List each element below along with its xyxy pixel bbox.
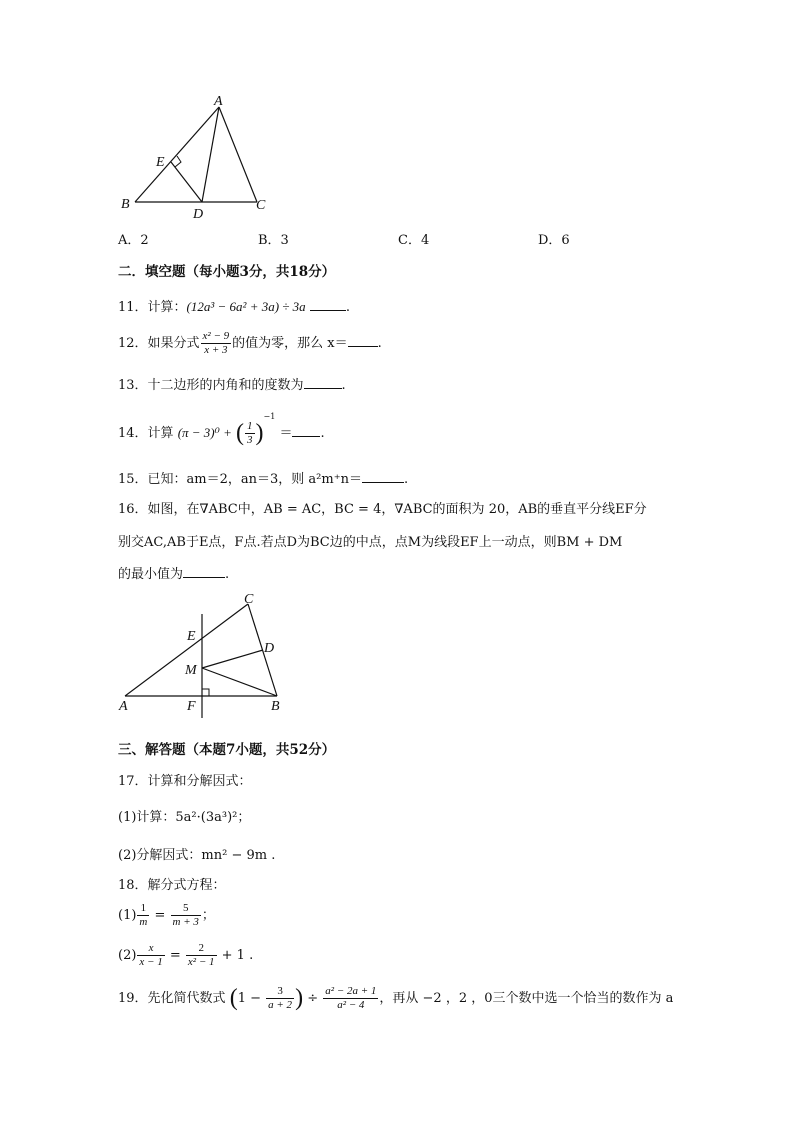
q11-expr: (12a³ − 6a² + 3a) ÷ 3a (186, 299, 306, 314)
q12-blank (348, 335, 378, 347)
label-C2: C (244, 592, 254, 607)
q14-suffix: ＝ (279, 426, 293, 441)
q12-prefix: 12．如果分式 (118, 336, 200, 351)
label-B2: B (271, 699, 280, 714)
label-D2: D (264, 641, 275, 656)
label-F2: F (187, 699, 196, 714)
label-A2: A (119, 699, 128, 714)
q12-fraction: $\frac{\text{x² − 9}}{x + 3}$ (202, 330, 230, 356)
q14-prefix: 14．计算 (118, 426, 174, 441)
q15-blank (362, 471, 404, 483)
question-17-part-1: (1)计算：5a²·(3a³)²； (118, 810, 251, 825)
question-17-title: 17．计算和分解因式： (118, 774, 252, 789)
label-D: D (193, 207, 204, 222)
question-16-line-2: 别交AC,AB于E点，F点.若点D为BC边的中点，点M为线段EF上一动点，则BM + DM (118, 535, 623, 550)
q12-suffix: 的值为零，那么 x＝ (232, 336, 348, 351)
triangle-figure-2 (115, 588, 295, 718)
choice-d: D．6 (538, 233, 570, 248)
triangle-figure-1 (115, 92, 275, 222)
q19-prefix: 19．先化简代数式 (118, 991, 226, 1006)
question-16-line-3: 的最小值为 . (118, 567, 230, 582)
q14-blank (292, 425, 320, 437)
label-B: B (121, 197, 130, 212)
q18-p2-label: (2) (118, 948, 137, 963)
q16-line3-text: 的最小值为 (118, 567, 184, 582)
label-C: C (256, 198, 266, 213)
question-16-line-1: 16．如图，在∇ABC中，AB = AC，BC = 4，∇ABC的面积为 20，AB的垂直平分线EF分 (118, 502, 647, 517)
choice-a: A．2 (118, 233, 149, 248)
label-A: A (214, 94, 223, 109)
q15-text: 15．已知：am＝2，an＝3，则 a²m⁺n＝ (118, 472, 362, 487)
label-M2: M (185, 663, 197, 678)
section-3-heading: 三、解答题（本题7小题，共52分） (118, 742, 336, 758)
question-12: 12．如果分式 $\frac{\text{x² − 9}}{x + 3}$ 的值为零，那么 x＝ . (118, 330, 382, 356)
section-2-heading: 二．填空题（每小题3分，共18分） (118, 264, 336, 280)
q16-blank (183, 566, 225, 578)
label-E2: E (187, 629, 196, 644)
question-19: 19．先化简代数式 (1 − $\frac{3}{a + 2}$ ) ÷ $\frac{\text{a² − 2a + 1}}{\text{a² − 4}}$ ，再从 −2 ，2 ，0三个数中选一个恰当的数作为 a (118, 985, 674, 1011)
choice-c: C．4 (398, 233, 430, 248)
question-11: 11．计算：(12a³ − 6a² + 3a) ÷ 3a . (118, 299, 350, 315)
question-15: 15．已知：am＝2，an＝3，则 a²m⁺n＝ . (118, 472, 409, 487)
question-14: 14．计算 (π − 3)⁰ + ( $\frac{1}{3}$ )$^{-1}$ ＝ . (118, 412, 325, 446)
question-13: 13．十二边形的内角和的度数为 . (118, 378, 346, 393)
question-18-title: 18．解分式方程： (118, 878, 226, 893)
q18-p1-label: (1) (118, 908, 137, 923)
q13-text: 13．十二边形的内角和的度数为 (118, 378, 304, 393)
q11-blank (310, 299, 346, 311)
question-18-part-1: (1) $\frac{1}{m}$ = $\frac{5}{m + 3}$ ； (118, 902, 215, 928)
question-18-part-2: (2) $\frac{x}{x - 1}$ = $\frac{2}{\text{x² − 1}}$ + 1 . (118, 942, 254, 968)
q11-prefix: 11．计算： (118, 300, 187, 315)
choice-b: B．3 (258, 233, 289, 248)
q14-fraction: $\frac{1}{3}$ (247, 420, 253, 446)
q13-blank (304, 377, 342, 389)
q19-suffix: ，再从 −2 ，2 ，0三个数中选一个恰当的数作为 a (379, 991, 674, 1006)
label-E: E (156, 155, 165, 170)
question-17-part-2: (2)分解因式：mn² − 9m . (118, 848, 276, 863)
q14-expr: (π − 3)⁰ + (177, 425, 232, 440)
q14-exp: −1 (263, 412, 276, 421)
